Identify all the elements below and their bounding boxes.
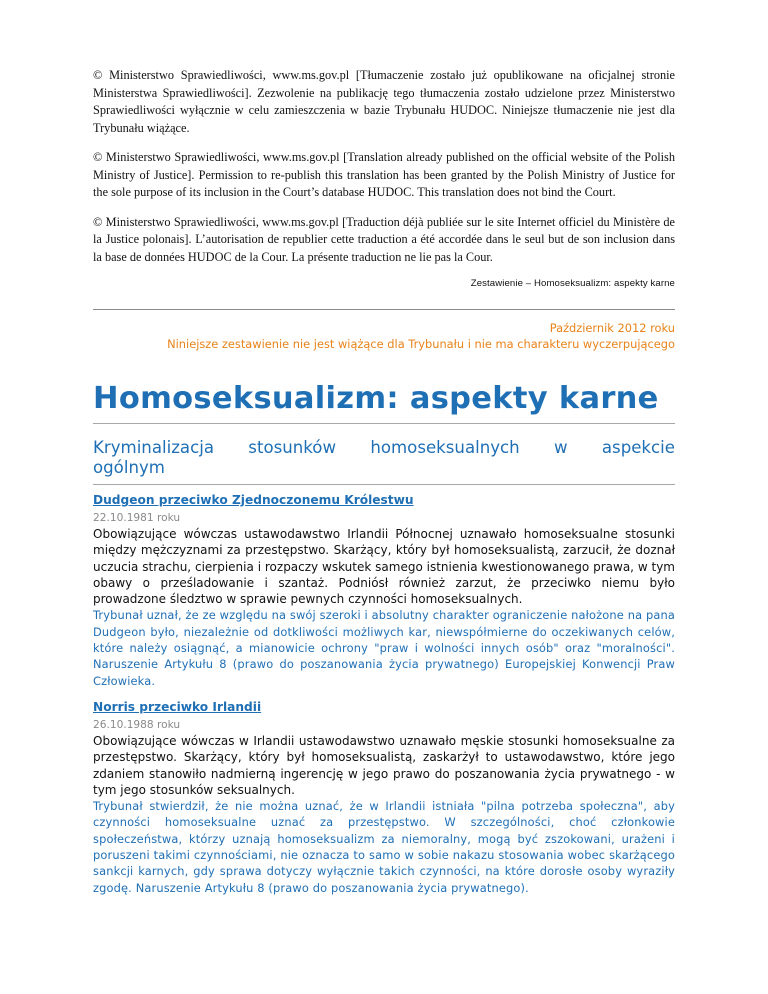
case-date: 26.10.1988 roku	[93, 718, 181, 731]
case-facts: Obowiązujące wówczas ustawodawstwo Irlandii Północnej uznawało homoseksualne stosunki między mężczyznami za przestępstwo. Skarżący, który był homoseksualistą, zarzucił, że doznał uczucia strachu, cierpienia i rozpaczy wskutek samego istnienia kwestionowanego prawa, w tym obawy o prześladowanie i szantaż. Podniósł również zarzut, że przeciwko niemu było prowadzone śledztwo w sprawie pewnych czynności homoseksualnych.	[93, 527, 675, 607]
case-date: 22.10.1981 roku	[93, 512, 181, 524]
copyright-notice-polish: © Ministerstwo Sprawiedliwości, www.ms.gov.pl [Tłumaczenie zostało już opublikowane na oficjalnej stronie Ministerstwa Sprawiedliwości]. Zezwolenie na publikację tego tłumaczenia zostało udzielone przez Ministerstwo Sprawiedliwości wyłącznie w celu zamieszczenia w bazie Trybunału HUDOC. Niniejsze tłumaczenie nie jest dla Trybunału wiążące.	[93, 68, 675, 135]
case-facts: Obowiązujące wówczas w Irlandii ustawodawstwo uznawało męskie stosunki homoseksualne za przestępstwo. Skarżący, który był homoseksualistą, zaskarżył to ustawodawstwo, które jego zdaniem stanowiło nadmierną ingerencję w jego prawo do poszanowania życia prywatnego - w tym jego stosunków seksualnych.	[93, 733, 675, 797]
section-heading-word: Kryminalizacja	[93, 438, 214, 457]
disclaimer: Niniejsze zestawienie nie jest wiążące dla Trybunału i nie ma charakteru wyczerpującego	[167, 337, 675, 351]
publication-date: Październik 2012 roku	[549, 321, 675, 335]
section-heading-word: homoseksualnych	[370, 438, 520, 457]
page-title: Homoseksualizm: aspekty karne	[93, 381, 659, 416]
section-heading-word: w	[554, 438, 568, 457]
case-ruling: Trybunał uznał, że ze względu na swój szeroki i absolutny charakter ograniczenie nałożone na pana Dudgeon było, niezależnie od dotkliwości możliwych kar, niewspółmierne do oczekiwanych celów, które należy osiągnąć, a mianowicie ochrony "praw i wolności innych osób" oraz "moralności". Naruszenie Artykułu 8 (prawo do poszanowania życia prywatnego) Europejskiej Konwencji Praw Człowieka.	[93, 608, 675, 688]
case-entry-norris	[93, 692, 675, 896]
case-entry-dudgeon	[93, 485, 675, 689]
case-link-dudgeon[interactable]: Dudgeon przeciwko Zjednoczonemu Królestwu	[93, 493, 414, 507]
copyright-notice-french: © Ministerstwo Sprawiedliwości, www.ms.gov.pl [Traduction déjà publiée sur le site Internet officiel du Ministère de la Justice polonais]. L’autorisation de republier cette traduction a été accordée dans le seul but de son inclusion dans la base de données HUDOC de la Cour. La présente traduction ne lie pas la Cour.	[93, 214, 675, 264]
case-link-norris[interactable]: Norris przeciwko Irlandii	[93, 699, 262, 714]
title-divider	[93, 423, 675, 424]
section-heading-word: aspekcie	[601, 438, 675, 457]
document-page	[93, 0, 675, 896]
running-header: Zestawienie – Homoseksualizm: aspekty karne	[470, 278, 675, 289]
case-ruling: Trybunał stwierdził, że nie można uznać, że w Irlandii istniała "pilna potrzeba społeczna", aby czynności homoseksualne uznać za przestępstwo. W szczególności, choć członkowie społeczeństwa, którzy uznają homoseksualizm za niemoralny, mogą być zszokowani, urażeni i poruszeni takimi czynnościami, nie oznacza to samo w sobie nakazu stosowania wobec skarżącego sankcji karnych, gdy sprawa dotyczy wyłącznie takich czynności, na które dorosłe osoby wyraziły zgodę. Naruszenie Artykułu 8 (prawo do poszanowania życia prywatnego).	[93, 799, 675, 895]
copyright-notice-english: © Ministerstwo Sprawiedliwości, www.ms.gov.pl [Translation already published on the official website of the Polish Ministry of Justice]. Permission to re-publish this translation has been granted by the Polish Ministry of Justice for the sole purpose of its inclusion in the Court’s database HUDOC. This translation does not bind the Court.	[93, 150, 675, 199]
header-divider	[93, 309, 675, 310]
section-heading-line2: ogólnym	[93, 458, 165, 477]
section-heading-word: stosunków	[248, 438, 337, 457]
section-heading	[93, 438, 675, 478]
